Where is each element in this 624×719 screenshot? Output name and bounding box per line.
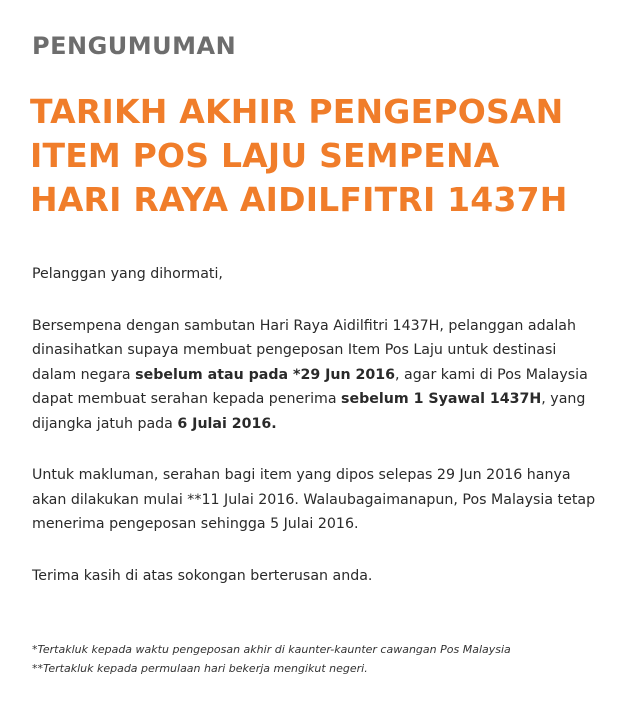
closing-line: Terima kasih di atas sokongan berterusan anda. bbox=[32, 567, 373, 584]
announcement-title bbox=[30, 90, 610, 222]
para1-text-1: Bersempena dengan sambutan Hari Raya Aidilfitri 1437H, pelanggan adalah dinasihatkan supaya membuat pengeposan Item Pos Laju untuk destinasi dalam negara bbox=[32, 317, 576, 383]
paragraph-delivery-info: Untuk makluman, serahan bagi item yang dipos selepas 29 Jun 2016 hanya akan dilakukan mulai **11 Julai 2016. Walaubagaimanapun, Pos Malaysia tetap menerima pengeposan sehingga 5 Julai 2016. bbox=[32, 467, 596, 532]
greeting: Pelanggan yang dihormati, bbox=[32, 266, 223, 282]
title-line-1: TARIKH AKHIR PENGEPOSAN bbox=[30, 92, 564, 131]
paragraph-posting-deadline bbox=[32, 314, 597, 437]
announcement-label: PENGUMUMAN bbox=[32, 32, 237, 60]
para1-bold-syawal: sebelum 1 Syawal 1437H bbox=[341, 391, 542, 407]
para1-bold-deadline: sebelum atau pada *29 Jun 2016 bbox=[135, 366, 396, 383]
footnote-1: *Tertakluk kepada waktu pengeposan akhir di kaunter-kaunter cawangan Pos Malaysia bbox=[32, 643, 511, 656]
footnote-2: **Tertakluk kepada permulaan hari bekerja mengikut negeri. bbox=[32, 662, 368, 675]
para1-text-2: , agar kami di Pos Malaysia dapat membuat serahan kepada penerima bbox=[32, 366, 588, 407]
announcement-body bbox=[32, 262, 597, 588]
title-line-3: HARI RAYA AIDILFITRI 1437H bbox=[30, 180, 568, 219]
title-line-2: ITEM POS LAJU SEMPENA bbox=[30, 136, 500, 175]
para1-text-3: , yang dijangka jatuh pada bbox=[32, 391, 586, 432]
para1-bold-date: 6 Julai 2016. bbox=[177, 415, 277, 432]
footnotes bbox=[32, 640, 607, 678]
